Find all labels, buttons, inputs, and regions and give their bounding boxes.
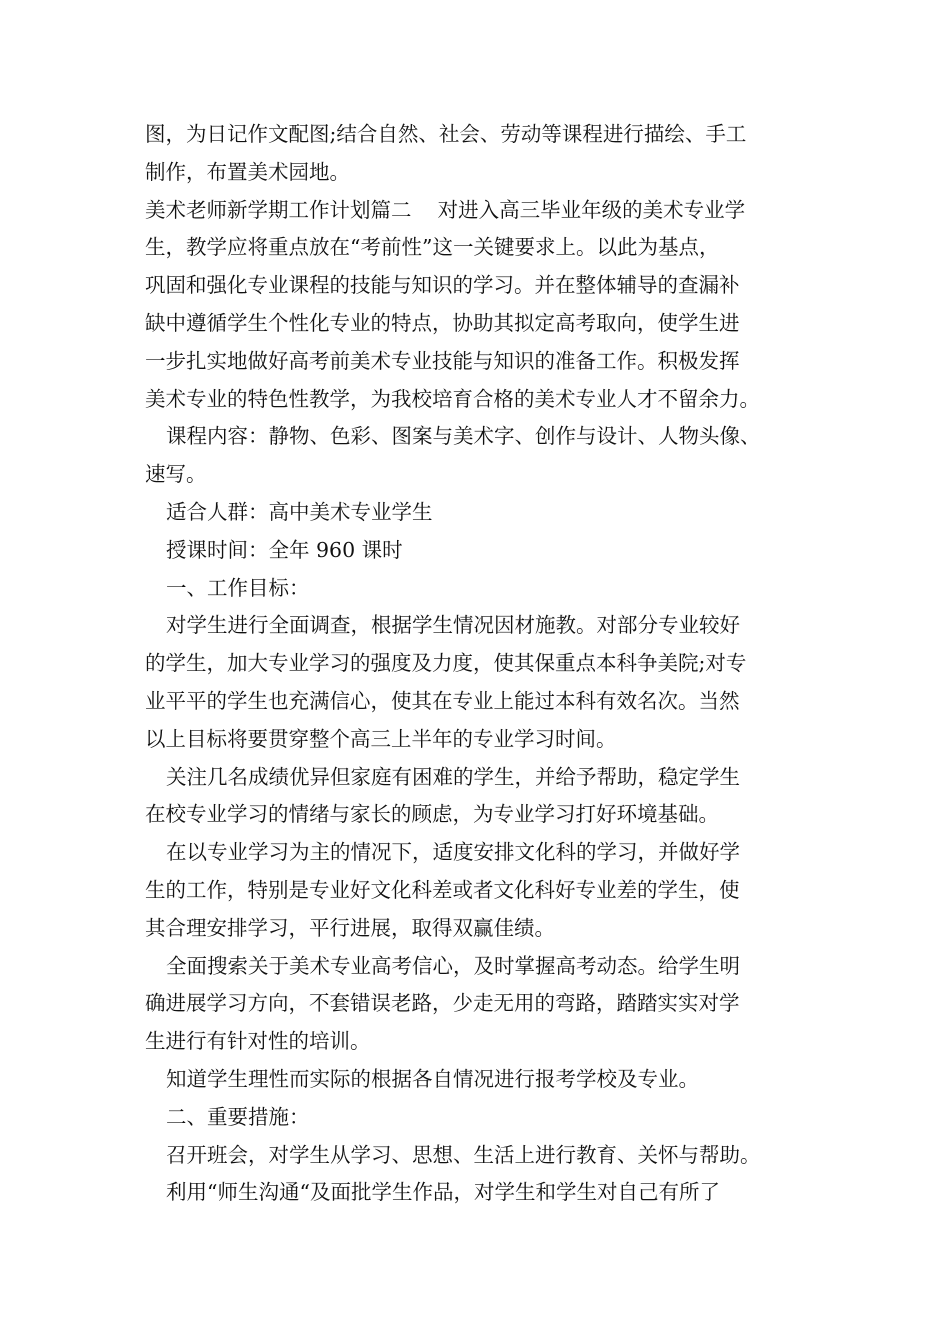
text-line: 图，为日记作文配图;结合自然、社会、劳动等课程进行描绘、手工 bbox=[145, 122, 747, 146]
text-line: 全面搜索关于美术专业高考信心，及时掌握高考动态。给学生明 bbox=[166, 953, 740, 978]
text-line: 在校专业学习的情绪与家长的顾虑，为专业学习打好环境基础。 bbox=[145, 802, 719, 827]
text-line: 生进行有针对性的培训。 bbox=[145, 1029, 371, 1054]
text-line: 在以专业学习为主的情况下，适度安排文化科的学习，并做好学 bbox=[166, 840, 740, 865]
text-line: 业平平的学生也充满信心，使其在专业上能过本科有效名次。当然 bbox=[145, 688, 740, 713]
text-line: 的学生，加大专业学习的强度及力度，使其保重点本科争美院;对专 bbox=[145, 651, 747, 676]
text-line: 召开班会，对学生从学习、思想、生活上进行教育、关怀与帮助。 bbox=[166, 1142, 761, 1167]
section-heading-goals: 一、工作目标： bbox=[166, 575, 310, 600]
text-line: 生的工作，特别是专业好文化科差或者文化科好专业差的学生，使 bbox=[145, 877, 740, 902]
text-line: 一步扎实地做好高考前美术专业技能与知识的准备工作。积极发挥 bbox=[145, 348, 740, 373]
text-line: 知道学生理性而实际的根据各自情况进行报考学校及专业。 bbox=[166, 1066, 699, 1091]
section-heading-measures: 二、重要措施： bbox=[166, 1104, 310, 1129]
text-line: 制作，布置美术园地。 bbox=[145, 159, 350, 184]
text-line: 确进展学习方向，不套错误老路，少走无用的弯路，踏踏实实对学 bbox=[145, 991, 740, 1016]
text-line: 生，教学应将重点放在“考前性”这一关键要求上。以此为基点， bbox=[145, 235, 720, 260]
text-line: 缺中遵循学生个性化专业的特点，协助其拟定高考取向，使学生进 bbox=[145, 310, 740, 335]
text-line: 巩固和强化专业课程的技能与知识的学习。并在整体辅导的查漏补 bbox=[145, 273, 740, 298]
text-line: 速写。 bbox=[145, 462, 207, 487]
target-audience-line: 适合人群：高中美术专业学生 bbox=[166, 499, 433, 524]
text-line: 关注几名成绩优异但家庭有困难的学生，并给予帮助，稳定学生 bbox=[166, 764, 740, 789]
text-line: 其合理安排学习，平行进展，取得双赢佳绩。 bbox=[145, 915, 555, 940]
text-line: 对学生进行全面调查，根据学生情况因材施教。对部分专业较好 bbox=[166, 613, 740, 638]
course-content-line: 课程内容：静物、色彩、图案与美术字、创作与设计、人物头像、 bbox=[166, 424, 761, 449]
text-line: 利用“师生沟通“及面批学生作品，对学生和学生对自己有所了 bbox=[166, 1180, 720, 1205]
section-heading-line: 美术老师新学期工作计划篇二 对进入高三毕业年级的美术专业学 bbox=[145, 197, 746, 222]
document-body bbox=[145, 116, 825, 1212]
class-hours-line: 授课时间：全年 960 课时 bbox=[166, 537, 403, 562]
text-line: 美术专业的特色性教学，为我校培育合格的美术专业人才不留余力。 bbox=[145, 386, 760, 411]
text-line: 以上目标将要贯穿整个高三上半年的专业学习时间。 bbox=[145, 726, 617, 751]
